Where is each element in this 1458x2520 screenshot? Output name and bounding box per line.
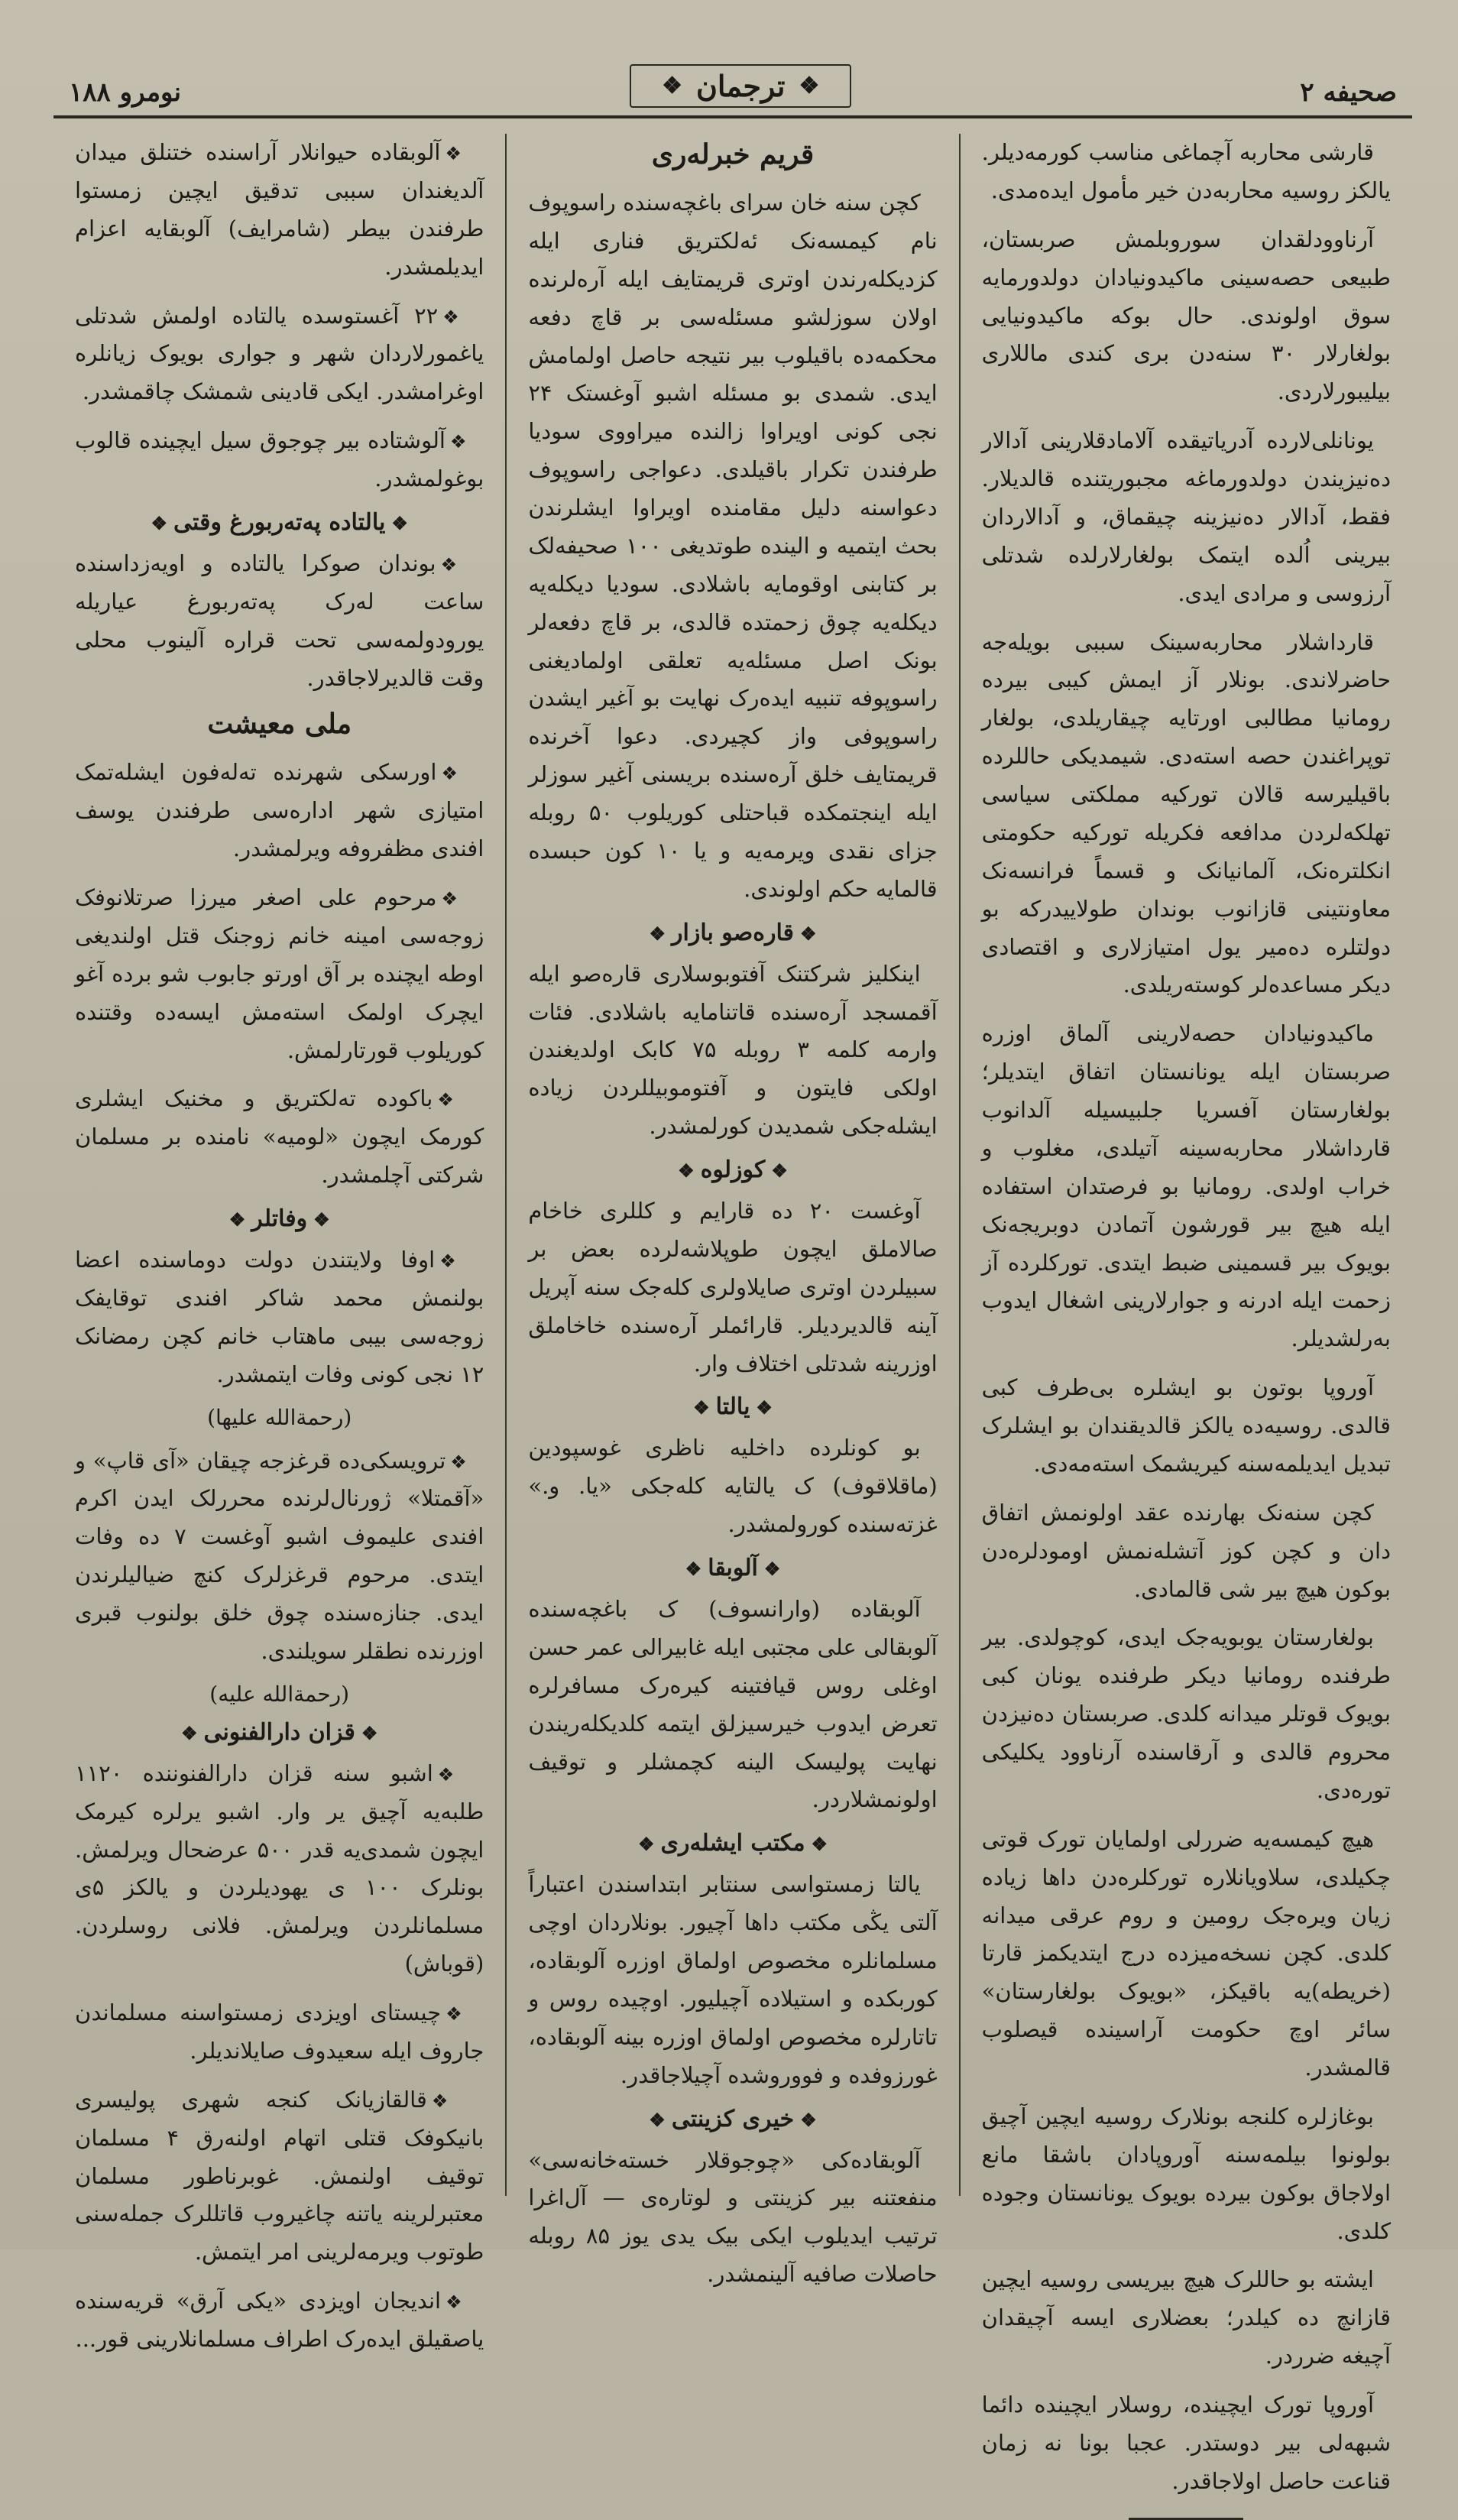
article-paragraph: یونانلی‌لارده آدریاتیقده آلامادقلارینی آدالار دەنیزیندن دولدورماغه مجبوریتنده قالدیلار. فقط، آدالار دەنیزینه چیقماق، و آدالاردان بیرینی اُلده ایتمک بولغارلارلده شدتلی آرزوسی و مرادی ایدی. (981, 427, 1391, 606)
news-paragraph (75, 1442, 484, 1671)
paragraph-text: ۲۲ آغستوسده یالتاده اولمش شدتلی یاغمورلاردان شهر و جواری بویوک زیانلره اوغرامشدر. ایکی قادینی شمشک چاقمشدر. (75, 302, 484, 405)
subheading-text: وفاتلر (251, 1205, 308, 1232)
article-paragraph: آرناوودلقدان سوروبلمش صربستان، طبیعی حصه‌سینی ماکیدونیادان دولدورمایه سوق اولوندی. حال بوکه ماکیدونیایی بولغارلار ۳۰ سنه‌دن بری کندی ماللاری بیلیبورلاردی. (981, 225, 1391, 405)
ornament-icon: ❖ (763, 1558, 781, 1580)
issue-number-label: نومرو ۱۸۸ (69, 77, 182, 108)
paragraph-text: باکوده تەلکتریق و مخنیک ایشلری کورمک ایچون «لومیه» نامنده بر مسلمان شرکتی آچلمشدر. (75, 1085, 484, 1189)
paragraph-text: ترویسکی‌ده قرغزجه چیقان «آی قاپ» و «آقمتلا» ژورنال‌لرنده محررلک ایدن اکرم افندی علیموف اشبو آوغست ۷ ده وفات ایتدی. مرحوم قرغزلرک کنچ ضیالیلرندن ایدی. جنازه‌سنده چوق خلق بولنوب قبری اوزرنده نطقلر سویلندی. (75, 1447, 484, 1664)
column-left (53, 134, 505, 2352)
news-paragraph (75, 2081, 484, 2272)
bullet-ornament-icon: ❖ (446, 2003, 468, 2025)
ornament-icon: ❖ (800, 2108, 817, 2131)
bullet-ornament-icon: ❖ (440, 553, 468, 576)
news-paragraph (75, 545, 484, 698)
paragraph-text: آلوبقاده حیوانلار آراسنده ختنلق میدان آلدیغندان سببی تدقیق ایچین زمستوا طرفندن بیطر (شامرایف) آلوبقایه اعزام ایدیلمشدر. (75, 139, 484, 280)
section-heading-national-life: ملی معیشت (207, 708, 352, 741)
ornament-icon: ❖ (771, 1159, 788, 1182)
news-subheading (75, 1719, 484, 1746)
news-paragraph: یالتا زمستواسی سنتابر ابتداسندن اعتباراً آلتی یڭی مکتب داها آچیور. بونلاردان اوچی مسلمانلره مخصوص اولماق اوزره آلوبقاده، کوربکده و استیلاده آچیلیور. اوچیده روس و تاتارلره مخصوص اولماق اوزره بینه آلوبقاده، غورزوفده و فووروشده آچیلاجاقدر. (528, 1871, 938, 2088)
article-paragraph: ماکیدونیادان حصه‌لارینی آلماق اوزره صربستان ایله یونانستان اتفاق ایتدیلر؛ بولغارستان آفسریا جلبیسیله آلدانوب قارداشلار محاربه‌سینه آتیلدی، مغلوب و خراب اولدی. رومانیا بو فرصتدان استفاده ایله هیچ بیر قورشون آتمادن دوبریجه‌نک بویوک بیر قسمینی ضبط ایتدی. تورکلرده آز زحمت ایله ادرنه و جوارلارینی اشغال ایدوب بەرلشدیلر. (981, 1020, 1391, 1352)
news-paragraph: آلوبقاده‌کی «چوجوقلار خسته‌خانه‌سی» منفعتنه بیر کزینتی و لوتاره‌ی — آل‌اغرا ترتیب ایدیلوب ایکی بیک یدی یوز ۸۵ روبله حاصلات صافیه آلینمشدر. (528, 2146, 938, 2288)
bullet-ornament-icon: ❖ (437, 1763, 468, 1785)
subheading-text: یالتاده پەتەربورغ وقتی (173, 508, 386, 536)
bullet-ornament-icon: ❖ (431, 2090, 468, 2112)
subheading-text: قاره‌صو بازار (672, 919, 794, 946)
news-paragraph (75, 879, 484, 1069)
subheading-text: خیری کزینتی (671, 2105, 795, 2132)
ornament-icon: ❖ (391, 511, 408, 534)
paragraph-text: مرحوم علی اصغر میرزا صرتلانوفک زوجه‌سی امینه خانم زوجنک قتل اولندیغی اوطه ایچنده بر آق اورتو جابوب شو برده آغو ایچرک اولمک استەمش ایسه‌ده وقتنده کوریلوب قورتارلمش. (75, 884, 484, 1063)
news-subheading (528, 1393, 937, 1420)
paragraph-text: اورسکی شهرنده تەلەفون ایشلەتمک امتیازی شهر ادارەسی طرفندن یوسف افندی مظفروفه ویرلمشدر. (75, 759, 484, 862)
title-text: ترجمان (695, 69, 786, 103)
paragraph-text: چیستای اویزدی زمستواسنه مسلماندن جاروف ایله سعیدوف صایلاندیلر. (75, 1999, 484, 2064)
bullet-ornament-icon: ❖ (439, 1250, 468, 1272)
news-paragraph (75, 1241, 484, 1394)
subheading-text: قزان دارالفنونی (203, 1718, 355, 1746)
prayer-line: (رحمة‌الله علیه) (209, 1681, 350, 1707)
prayer-line: (رحمة‌الله علیها) (207, 1404, 352, 1430)
ornament-icon: ❖ (685, 1558, 702, 1580)
ornament-icon: ❖ (180, 1721, 198, 1744)
ornament-icon: ❖ (678, 1159, 695, 1182)
page-number-label: صحیفه ۲ (1300, 77, 1397, 108)
news-paragraph (75, 2282, 484, 2359)
column-right (959, 134, 1412, 2494)
news-paragraph (75, 1994, 484, 2071)
bullet-ornament-icon: ❖ (450, 1451, 468, 1473)
news-subheading (528, 1830, 937, 1857)
news-paragraph: اینکلیز شرکتنک آفتوبوسلاری قاره‌صو ایله آقمسجد آره‌سنده قاتنامایه باشلادی. فئات وارمه کلمه ۳ روبله ۷۵ کابک اولدیغندن اولکی فایتون و آفتوموبیللردن زیاده ایشله‌جکی شمدیدن کورلمشدر. (528, 960, 938, 1140)
ornament-icon: ❖ (361, 1721, 378, 1744)
article-paragraph: آوروپا بوتون بو ایشلره بی‌طرف کبی قالدی. روسیه‌ده یالکز قالدیقندان بو ایشلرک تبدیل ایدیلمه‌سنه کیریشمک استه‌مەدی. (981, 1374, 1391, 1477)
article-paragraph: آوروپا تورک ایچیندە، روسلار ایچیندە دائما شبهه‌لی بیر دوستدر. عجبا بونا نه زمان قناعت حاصل اولاجاقدر. (981, 2392, 1391, 2494)
ornament-icon: ❖ (662, 73, 682, 99)
bullet-ornament-icon: ❖ (449, 431, 468, 453)
news-paragraph: بو کونلرده داخلیه ناظری غوسپودین (ماقلاقوف) ک یالتایه کله‌جکی «یا. و.» غزته‌سنده کورولمشدر. (528, 1435, 938, 1538)
ornament-icon: ❖ (693, 1396, 710, 1419)
article-paragraph: بولغارستان یوبویه‌جک ایدی، کوچولدی. بیر طرفنده رومانیا دیکر طرفنده یونان کبی بویوک قوتلر میدانه کلدی. صربستان دەنیزدن محروم قالدی و آرقاسنده آرناوود یکلیکی توره‌دی. (981, 1624, 1391, 1803)
bullet-ornament-icon: ❖ (441, 763, 468, 785)
news-paragraph (75, 422, 484, 498)
bullet-ornament-icon: ❖ (441, 888, 468, 910)
ornament-icon: ❖ (151, 511, 168, 534)
news-paragraph: آلوبقاده (وارانسوف) ک باغچه‌سنده آلوبقالی علی مجتبی ایله غابیرالی عمر حسن اوغلی روس قیافتینه کیرەرک مسافرلره تعرض ایدوب خیرسیزلق ایتمه کلدیکلەریندن نهایت پولیسک الینه کچمشلر و توقیف اولونمشلاردر. (528, 1596, 938, 1813)
bullet-ornament-icon: ❖ (446, 2291, 468, 2314)
newspaper-title (630, 64, 851, 108)
subheading-text: کوزلوه (700, 1156, 766, 1183)
article-paragraph: بوغازلره کلنجه بونلارک روسیه ایچین آچیق بولونوا بیلمه‌سنه آوروپادان باشقا مانع اولاجاق بوکون بیرده بویوک یونانستان وجوده کلدی. (981, 2103, 1391, 2244)
news-paragraph (75, 1080, 484, 1195)
news-paragraph (75, 754, 484, 868)
ornament-icon: ❖ (799, 73, 820, 99)
ornament-icon: ❖ (799, 922, 817, 945)
end-rule (1129, 2518, 1243, 2520)
news-subheading (528, 1156, 937, 1183)
news-subheading (528, 1555, 937, 1581)
ornament-icon: ❖ (228, 1208, 246, 1231)
column-center (505, 134, 958, 2288)
article-paragraph: ایشته بو حاللرک هیچ بیریسی روسیه ایچین قازانچ ده کیلدر؛ بعضلاری ایسه آچیقدان آچیغه ضرردر. (981, 2266, 1391, 2369)
subheading-text: مکتب ایشلەری (660, 1830, 805, 1857)
paragraph-text: اشبو سنه قزان دارالفنوننده ۱۱۲۰ طلبه‌یه آچیق یر وار. اشبو یرلره کیرمک ایچون شمدی‌یه قدر ۵۰۰ عرضحال ویرلمش. بونلرک ۱۰۰ ی یهودیلردن و یالکز ۵ی مسلمانلردن ویرلمش. فلانی روسلردن. (قوباش) (75, 1759, 484, 1977)
news-paragraph (75, 1755, 484, 1983)
paragraph-text: اندیجان اویزدی «یکی آرق» قریه‌سنده یاصقیلق ایدەرک اطراف مسلمانلارینی قور... (75, 2288, 484, 2352)
news-subheading (528, 2106, 937, 2132)
subheading-text: یالتا (715, 1393, 750, 1421)
bullet-ornament-icon: ❖ (445, 143, 468, 164)
article-paragraph: قارداشلار محاربه‌سینک سببی بویله‌جه حاضرلاندی. بونلار آز ایمش کیبی بیرده رومانیا مطالبی اورتایه چیقاریلدی، بولغار توپراغندن حصه استه‌دی. شیمدیکی حاللرده باقیلیرسه قالان تورکیه مملکتی سیاسی تهلکه‌لردن مدافعه فکریله تورکیه حکومتی انکلتره‌نک، آلمانیانک و قسماً فرانسه‌نک معاونتینی قازانوب بوندان طولاییدرکه بو دولتلره دەمیر یول امتیازلاری و اقتصادی دیکر مساعده‌لر کوسته‌ریلدی. (981, 628, 1391, 998)
ornament-icon: ❖ (649, 922, 666, 945)
news-paragraph (75, 297, 484, 412)
subheading-text: آلوبقا (708, 1555, 758, 1581)
article-paragraph: قارشی محاربه آچماغی مناسب کورمه‌دیلر. یالکز روسیه محاربه‌دن خیر مأمول ایده‌مدی. (981, 139, 1391, 203)
bullet-ornament-icon: ❖ (442, 306, 468, 328)
paragraph-text: اوفا ولایتندن دولت دوماسنده اعضا بولنمش محمد شاکر افندی توقایفک زوجه‌سی بیبی ماهتاب خانم کچن رمضانک ۱۲ نجی کونی وفات ایتمشدر. (75, 1247, 484, 1387)
news-subheading (75, 1205, 484, 1232)
ornament-icon: ❖ (756, 1396, 773, 1419)
paragraph-text: بوندان صوکرا یالتاده و اویەزداسنده ساعت لەرک پەتەربورغ عیاریله یورودولمەسی تحت قراره آلینوب محلی وقت قالدیرلاجاقدر. (75, 550, 484, 691)
news-paragraph: آوغست ۲۰ ده قارایم و کللری خاخام صالاملق ایچون طوپلاشه‌لرده بعض بر سبیلردن اوتری صایلاولری کله‌جک سنه آپریل آینه قالدیردیلر. قارائملر آرەسنده خاخاملق اوزرینه شدتلی اختلاف وار. (528, 1198, 938, 1377)
section-heading-crimea-news: قریم خبرلەری (651, 138, 815, 170)
article-paragraph: هیچ کیمسه‌یه ضررلی اولمایان تورک قوتی چکیلدی، سلاویانلاره تورکلره‌دن داها زیاده زیان ویره‌جک رومین و روم عرقی میدانه کلدی. کچن نسخه‌میزده درج ایتدیکمز قارتا (خریطه)یه باقیکز، «بویوک بولغارستان» سائر اوچ حکومت آراسینده قیصلوب قالمشدر. (981, 1825, 1391, 2081)
ornament-icon: ❖ (811, 1833, 828, 1856)
ornament-icon: ❖ (637, 1833, 655, 1856)
paragraph-text: قالقازیانک کنجه شهری پولیسری بانیکوفک قتلی اتهام اولنه‌رق ۴ مسلمان توقیف اولنمش. غوبرناطور مسلمان معتبرلرینه یاتنه چاغیروب قاتللرک جمله‌سنی طوتوب ویرمەلرینی امر ایتمش. (75, 2086, 484, 2265)
article-columns (53, 134, 1412, 2494)
bullet-ornament-icon: ❖ (437, 1089, 468, 1111)
paragraph-text: آلوشتاده بیر چوجوق سیل ایچینده قالوب بوغولمشدر. (75, 427, 484, 491)
article-paragraph: کچن سنه‌نک بهارنده عقد اولونمش اتفاق دان و کچن کوز آتشله‌نمش اومودلره‌دن بوکون هیچ بیر شی قالمادی. (981, 1499, 1391, 1602)
ornament-icon: ❖ (313, 1208, 330, 1231)
news-subheading (75, 509, 484, 536)
ornament-icon: ❖ (649, 2108, 666, 2131)
news-subheading (528, 919, 937, 946)
news-paragraph (75, 134, 484, 287)
news-paragraph: کچن سنه خان سرای باغچه‌سنده راسوپوف نام کیمسه‌نک ئەلکتریق فناری ایله کزدیکلەرندن اوتری قریمتایف ایله آره‌لرنده اولان سوزلشو مسئله‌سی بر قاچ دفعه محکمه‌ده باقیلوب بیر نتیجه حاصل اولمامش ایدی. شمدی بو مسئله اشبو آوغستک ۲۴ نجی کونی اویراوا زالنده میراووی سودیا طرفندن تکرار باقیلدی. دعواجی راسوپوف دعواسنه دلیل مقامنده اویراوا ایشلرندن بحث ایتمیه و الینده طوتدیغی ۱۰۰ صحیفه‌لک بر کتابنی اوقومایه باشلادی. سودیا دیکله‌یه دیکله‌یه چوق زحمتده قالدی، بر قاچ دفعه‌لر بونک اصل مسئله‌یه تعلقی اولمادیغنی راسوپوفه تنبیه ایدەرک نهایت بو آغیر ایشدن راسوپوفی واز کچیردی. دعوا آخرنده قریمتایف خلق آرەسنده بریسنی آغیر سوزلر ایله اینجتمکده قباحتلی کوریلوب ۵۰ روبله جزای نقدی ویرمه‌یه و یا ۱۰ کون حبسده قالمایه حکم اولوندی. (528, 190, 938, 902)
masthead (53, 46, 1412, 118)
